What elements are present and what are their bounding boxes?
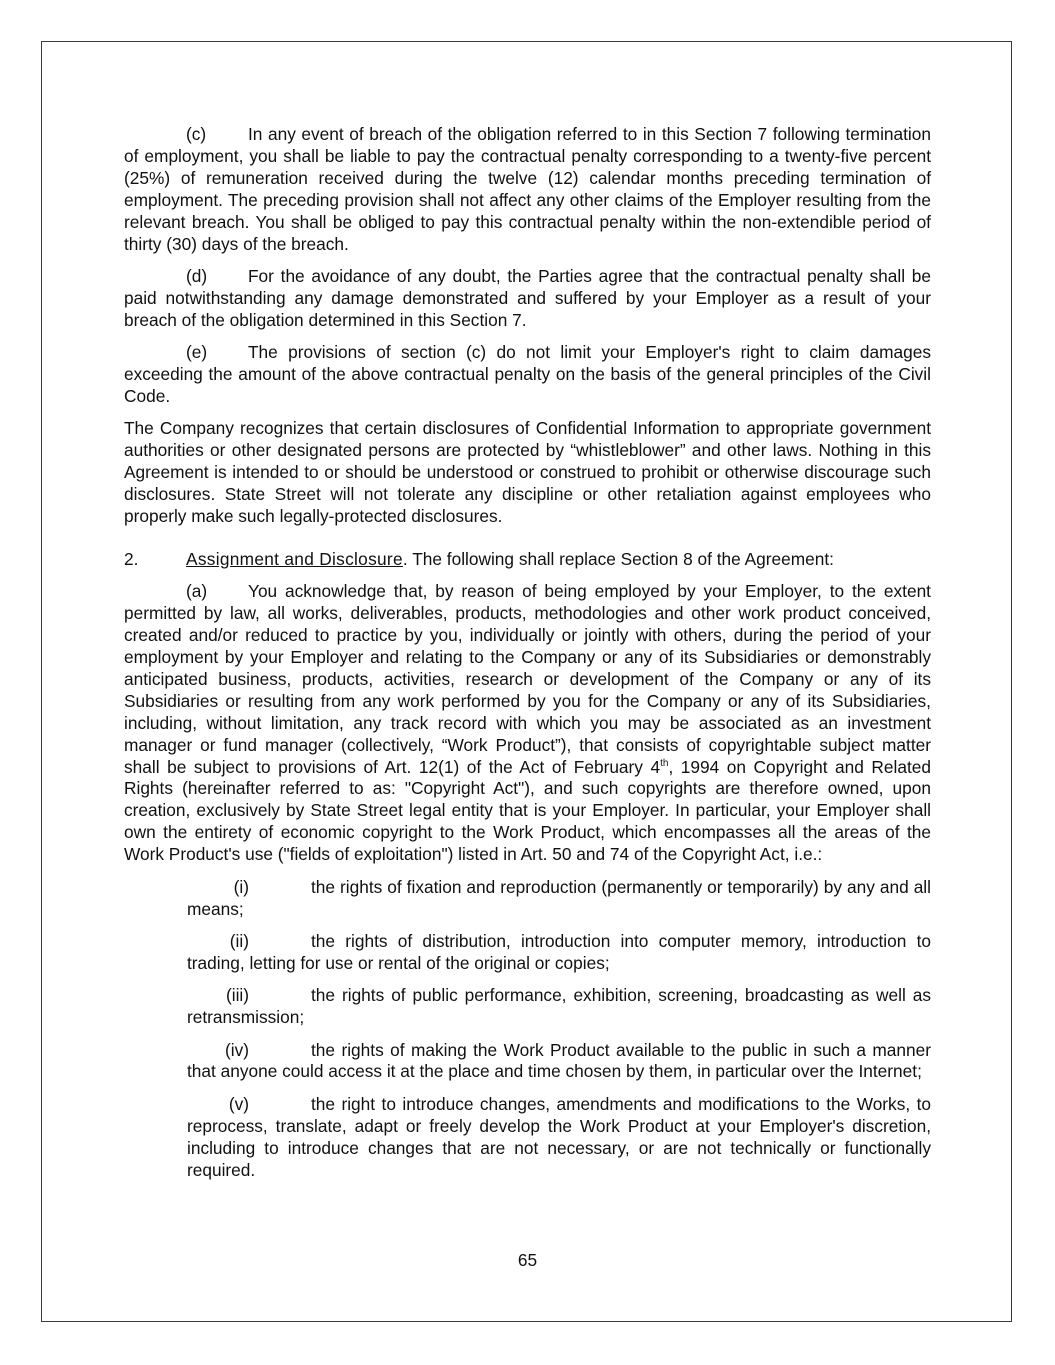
paragraph-c-text: In any event of breach of the obligation referred to in this Section 7 following termination of employment, you shall be liable to pay the contractual penalty corresponding to a twenty-five percent (25%) of remuneration received during the twelve (12) calendar months preceding termination of employment. The preceding provision shall not affect any other claims of the Employer resulting from the relevant breach. You shall be obliged to pay this contractual penalty within the non-extendible period of thirty (30) days of the breach.	[124, 124, 931, 254]
right-item-ii-text: the rights of distribution, introduction into computer memory, introduction to trading, letting for use or rental of the original or copies;	[187, 930, 931, 973]
paragraph-2a-text-2: , 1994 on Copyright and Related Rights (hereinafter referred to as: "Copyright Act"), and such copyrights are therefore owned, upon creation, exclusively by State Street legal entity that is your Employer. In particular, your Employer shall own the entirety of economic copyright to the Work Product, which encompasses all the areas of the Work Product's use ("fields of exploitation") listed in Art. 50 and 74 of the Copyright Act, i.e.:	[124, 756, 931, 865]
right-item-i-text: the rights of fixation and reproduction (permanently or temporarily) by any and all means;	[187, 876, 931, 919]
section-2-title: Assignment and Disclosure	[186, 548, 403, 569]
paragraph-2a-text-1: You acknowledge that, by reason of being employed by your Employer, to the extent permitted by law, all works, deliverables, products, methodologies and other work product conceived, created and/or reduced to practice by you, individually or jointly with others, during the period of your employment by your Employer and relating to the Company or any of its Subsidiaries or demonstrably anticipated business, products, activities, research or development of the Company or any of its Subsidiaries or resulting from any work performed by you for the Company or any of its Subsidiaries, including, without limitation, any track record with which you may be associated as an investment manager or fund manager (collectively, “Work Product”), that consists of copyrightable subject matter shall be subject to provisions of Art. 12(1) of the Act of February 4	[124, 581, 931, 777]
paragraph-c	[124, 124, 931, 255]
right-item-ii	[187, 931, 931, 975]
paragraph-d	[124, 266, 931, 332]
right-item-iv-text: the rights of making the Work Product available to the public in such a manner that anyone could access it at the place and time chosen by them, in particular over the Internet;	[187, 1039, 931, 1082]
document-body	[124, 124, 931, 1192]
paragraph-2a-superscript: th	[660, 757, 669, 769]
paragraph-d-text: For the avoidance of any doubt, the Parties agree that the contractual penalty shall be paid notwithstanding any damage demonstrated and suffered by your Employer as a result of your breach of the obligation determined in this Section 7.	[124, 265, 931, 330]
paragraph-c-marker: (c)	[186, 124, 207, 144]
paragraph-e-text: The provisions of section (c) do not limit your Employer's right to claim damages exceeding the amount of the above contractual penalty on the basis of the general principles of the Civil Code.	[124, 342, 931, 406]
section-2-number: 2.	[124, 548, 139, 569]
paragraph-2a-marker: (a)	[186, 581, 208, 602]
paragraph-e	[124, 342, 931, 408]
right-item-i	[187, 877, 931, 921]
right-item-v-marker: (v)	[228, 1093, 249, 1114]
paragraph-e-marker: (e)	[186, 342, 208, 363]
section-2-heading	[124, 549, 931, 571]
right-item-i-marker: (i)	[233, 876, 249, 897]
right-item-v	[187, 1094, 931, 1182]
paragraph-d-marker: (d)	[186, 265, 208, 286]
right-item-ii-marker: (ii)	[229, 930, 249, 951]
right-item-iii	[187, 985, 931, 1029]
right-item-v-text: the right to introduce changes, amendments and modifications to the Works, to reprocess, translate, adapt or freely develop the Work Product at your Employer's discretion, including to introduce changes that are not necessary, or are not technically or functionally required.	[187, 1093, 931, 1180]
right-item-iii-marker: (iii)	[225, 985, 249, 1006]
right-item-iv	[187, 1040, 931, 1084]
whistleblower-paragraph: The Company recognizes that certain disclosures of Confidential Information to appropriate government authorities or other designated persons are protected by “whistleblower” and other laws. Nothing in this Agreement is intended to or should be understood or construed to prohibit or otherwise discourage such disclosures. State Street will not tolerate any discipline or other retaliation against employees who properly make such legally-protected disclosures.	[124, 418, 931, 526]
page-number: 65	[517, 1250, 538, 1270]
right-item-iii-text: the rights of public performance, exhibition, screening, broadcasting as well as retransmission;	[187, 985, 931, 1028]
section-2-intro: . The following shall replace Section 8 of the Agreement:	[402, 548, 834, 569]
paragraph-2a	[124, 581, 931, 866]
right-item-iv-marker: (iv)	[225, 1039, 249, 1060]
